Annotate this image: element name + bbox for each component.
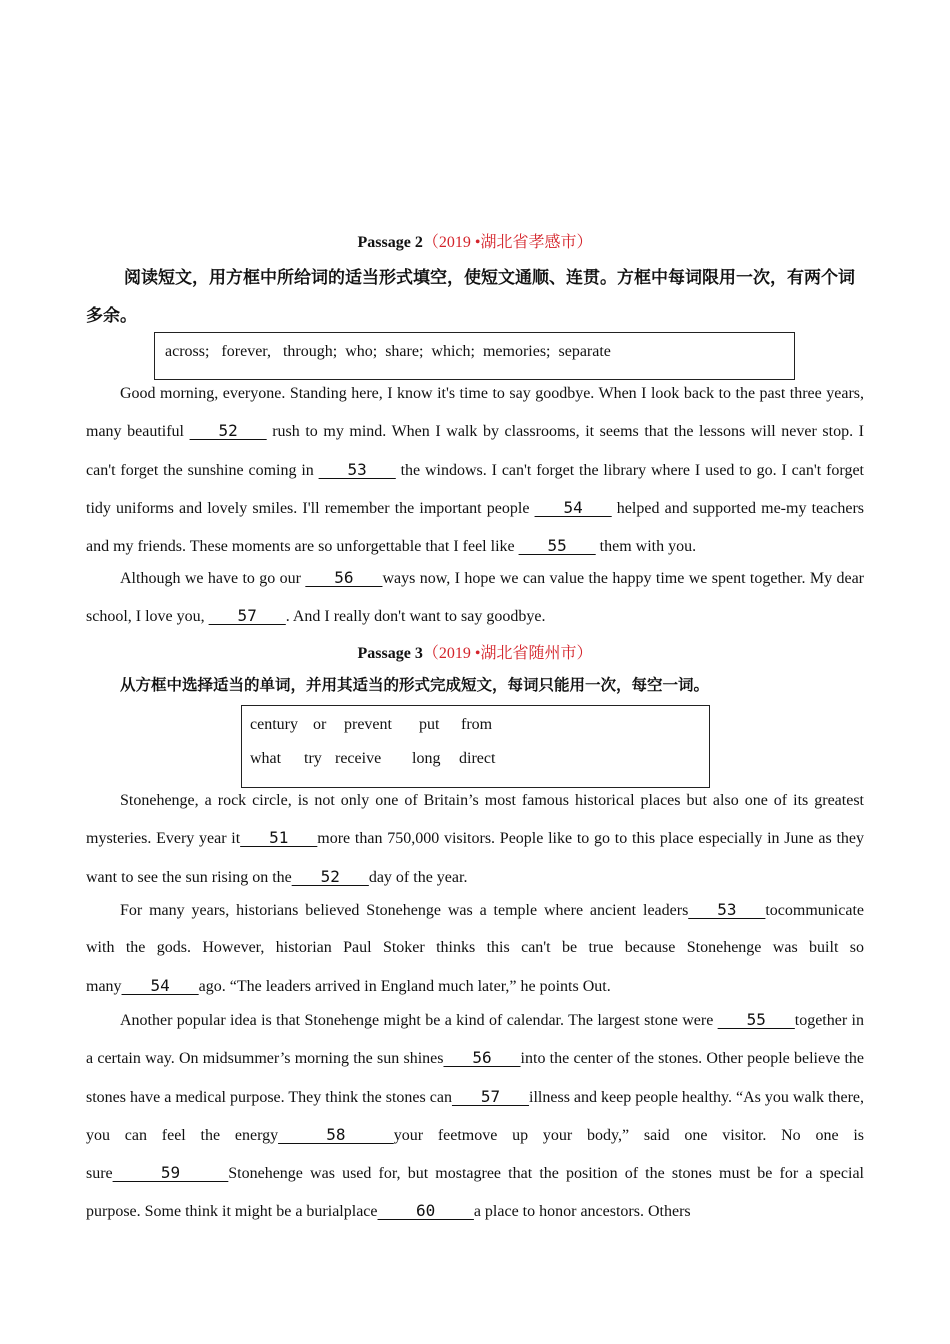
blank-54[interactable]: ___54___ bbox=[121, 975, 199, 995]
blank-55[interactable]: ___55___ bbox=[518, 536, 596, 556]
paragraph-text: together in a certain way. On midsummer’s morning the sun shines bbox=[86, 1012, 864, 1068]
paragraph-text: . And I really don't want to say goodbye. bbox=[285, 608, 546, 626]
paragraph-text: a place to honor ancestors. Others bbox=[473, 1203, 691, 1221]
blank-55[interactable]: ___55___ bbox=[717, 1010, 795, 1029]
paragraph-text: Stonehenge, a rock circle, is not only one of Britain’s most famous historical places but also one of its greatest mysteries. Every year it bbox=[86, 792, 864, 848]
passage2-word-bank: across; forever, through; who; share; which; memories; separate bbox=[165, 343, 611, 360]
blank-51[interactable]: ___51___ bbox=[240, 828, 318, 848]
blank-56[interactable]: ___56___ bbox=[443, 1048, 521, 1068]
paragraph-text: Another popular idea is that Stonehenge might be a kind of calendar. The largest stone were bbox=[120, 1012, 718, 1029]
paragraph-text: For many years, historians believed Stonehenge was a temple where ancient leaders bbox=[120, 902, 689, 919]
passage2-title bbox=[86, 229, 864, 252]
paragraph-text: your feetmove up your body,” said one visitor. No one is sure bbox=[86, 1126, 865, 1183]
blank-59[interactable]: _____59_____ bbox=[112, 1163, 229, 1183]
paragraph-text: rush to my mind. When I walk by classrooms, it seems that the lessons will never stop. I can't forget the sunshine coming in bbox=[86, 423, 864, 479]
blank-57[interactable]: ___57___ bbox=[451, 1086, 530, 1106]
word-bank-item: receive bbox=[335, 750, 382, 767]
paragraph-text: Stonehenge was used for, but mostagree that the position of the stones must be for a special purpose. Some think it might be a burialplace bbox=[86, 1165, 864, 1221]
word-bank-item: or bbox=[313, 716, 327, 733]
passage2-title-text: Passage 2 bbox=[357, 234, 423, 251]
blank-53[interactable]: ___53___ bbox=[318, 459, 396, 479]
passage2-paragraph-2 bbox=[86, 559, 864, 636]
paragraph-text: ways now, I hope we can value the happy time we spent together. My dear school, I love you, bbox=[86, 570, 864, 626]
blank-58[interactable]: _____58_____ bbox=[278, 1124, 394, 1144]
word-bank-item: put bbox=[419, 716, 440, 733]
paragraph-text: illness and keep people healthy. “As you walk there, you can feel the energy bbox=[86, 1088, 865, 1144]
paragraph-text: into the center of the stones. Other people believe the stones have a medical purpose. They think the stones can bbox=[86, 1050, 864, 1106]
paragraph-text: helped and supported me-my teachers and my friends. These moments are so unforgettable that I feel like bbox=[86, 499, 864, 556]
blank-53[interactable]: ___53___ bbox=[688, 900, 766, 919]
passage3-title-text: Passage 3 bbox=[357, 645, 423, 662]
word-bank-item: what bbox=[250, 750, 282, 767]
blank-56[interactable]: ___56___ bbox=[305, 568, 383, 587]
word-bank-item: from bbox=[461, 716, 493, 733]
word-bank-item: direct bbox=[459, 750, 496, 767]
blank-60[interactable]: ____60____ bbox=[377, 1201, 474, 1221]
paragraph-text: more than 750,000 visitors. People like to go to this place especially in June as they want to see the sun rising on the bbox=[86, 830, 864, 886]
passage3-paragraph-2 bbox=[86, 891, 864, 1005]
paragraph-text: tocommunicate with the gods. However, historian Paul Stoker thinks this can't be true because Stonehenge was built so many bbox=[86, 902, 864, 995]
paragraph-text: Good morning, everyone. Standing here, I know it's time to say goodbye. When I look back to the past three years, many beautiful bbox=[86, 385, 864, 441]
blank-57[interactable]: ___57___ bbox=[208, 606, 286, 626]
passage3-instruction: 从方框中选择适当的单词，并用其适当的形式完成短文，每词只能用一次，每空一词。 bbox=[120, 676, 710, 694]
passage3-source: （2019 •湖北省随州市） bbox=[422, 645, 593, 662]
passage2-source: （2019 •湖北省孝感市） bbox=[422, 234, 593, 251]
word-bank-item: long bbox=[412, 750, 441, 767]
paragraph-text: Although we have to go our bbox=[120, 570, 306, 587]
passage3-title bbox=[86, 640, 864, 663]
passage3-word-box bbox=[241, 705, 710, 788]
paragraph-text: ago. “The leaders arrived in England much later,” he points Out. bbox=[198, 977, 611, 995]
passage3-paragraph-1 bbox=[86, 782, 864, 896]
passage2-paragraph-1 bbox=[86, 375, 864, 565]
passage2-word-box bbox=[154, 332, 795, 380]
passage2-instruction: 阅读短文，用方框中所给词的适当形式填空，使短文通顺、连贯。方框中每词限用一次，有两个词多余。 bbox=[86, 268, 855, 326]
word-bank-item: century bbox=[250, 716, 298, 733]
paragraph-text: day of the year. bbox=[368, 868, 468, 886]
blank-52[interactable]: ___52___ bbox=[189, 421, 267, 441]
blank-52[interactable]: ___52___ bbox=[291, 866, 369, 886]
paragraph-text: the windows. I can't forget the library where I used to go. I can't forget tidy uniforms and lovely smiles. I'll remember the important people bbox=[86, 461, 864, 517]
passage3-paragraph-3 bbox=[86, 1001, 864, 1231]
word-bank-item: prevent bbox=[344, 716, 392, 733]
word-bank-item: try bbox=[304, 750, 322, 767]
blank-54[interactable]: ___54___ bbox=[534, 497, 612, 517]
paragraph-text: them with you. bbox=[595, 538, 697, 556]
